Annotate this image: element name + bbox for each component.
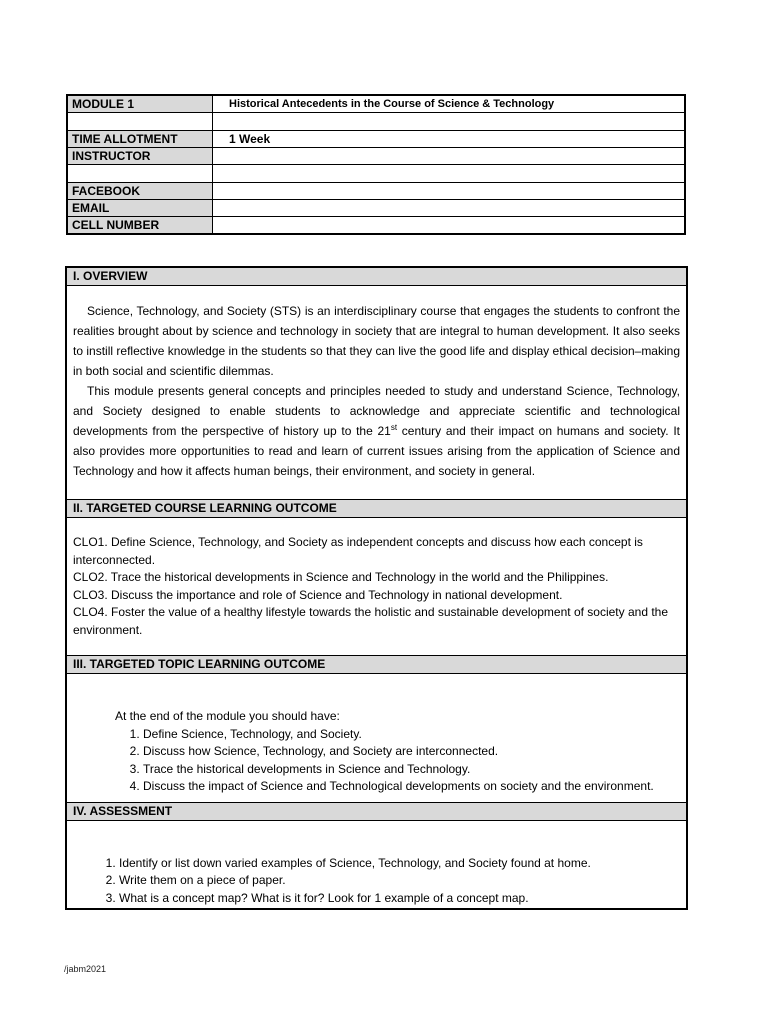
overview-heading: I. OVERVIEW [67, 268, 686, 286]
list-item: 1. Define Science, Technology, and Society. [143, 726, 680, 744]
spacer-row [67, 113, 685, 131]
clo-item: CLO4. Foster the value of a healthy lifestyle towards the holistic and sustainable development of society and the environment. [73, 605, 669, 637]
clo-item: CLO1. Define Science, Technology, and Society as independent concepts and discuss how each concept is interconnected. [73, 535, 643, 567]
spacer-row [67, 165, 685, 183]
superscript: st [390, 423, 398, 432]
instructor-row [67, 148, 685, 165]
course-outcome-body [67, 518, 686, 656]
list-item: 3. Trace the historical developments in Science and Technology. [143, 761, 680, 779]
assessment-heading: IV. ASSESSMENT [67, 803, 686, 821]
facebook-label: FACEBOOK [67, 183, 213, 200]
assessment-list [73, 855, 680, 908]
assessment-body [67, 821, 686, 909]
instructor-value [213, 148, 686, 165]
module-title: Historical Antecedents in the Course of Science & Technology [213, 95, 686, 113]
list-item: 3. What is a concept map? What is it for? Look for 1 example of a concept map. [119, 890, 680, 908]
cell-number-value [213, 217, 686, 235]
email-value [213, 200, 686, 217]
email-label: EMAIL [67, 200, 213, 217]
facebook-value [213, 183, 686, 200]
email-row [67, 200, 685, 217]
overview-p2-text-end: century and their impact on humans and society. It also provides more opportunities to read and learn of current issues arising from the application of Science and Technology and how it affects human beings, their environment, and society in general. [73, 424, 680, 478]
module-row [67, 95, 685, 113]
cell-row [67, 217, 685, 235]
list-item: 2. Discuss how Science, Technology, and Society are interconnected. [143, 743, 680, 761]
course-outcome-heading: II. TARGETED COURSE LEARNING OUTCOME [67, 500, 686, 518]
topic-outcome-intro: At the end of the module you should have: [115, 709, 340, 723]
module-content [65, 266, 688, 910]
overview-body [67, 286, 686, 500]
time-allotment-value: 1 Week [213, 131, 686, 148]
list-item: 1. Identify or list down varied examples of Science, Technology, and Society found at home. [119, 855, 680, 873]
overview-paragraph-1: Science, Technology, and Society (STS) is an interdisciplinary course that engages the students to confront the realities brought about by science and technology in society that are integral to human development. It also seeks to instill reflective knowledge in the students so that they can live the good life and display ethical decision–making in both social and scientific dilemmas. [73, 304, 680, 378]
list-item: 2. Write them on a piece of paper. [119, 872, 680, 890]
time-allotment-label: TIME ALLOTMENT [67, 131, 213, 148]
time-row [67, 131, 685, 148]
topic-outcome-heading: III. TARGETED TOPIC LEARNING OUTCOME [67, 656, 686, 674]
cell-number-label: CELL NUMBER [67, 217, 213, 235]
topic-outcome-body [67, 674, 686, 803]
overview-p2-text: This module presents general concepts and principles needed to study and understand Science, Technology, and Society designed to enable students to acknowledge and appreciate scientific and technological developments from the perspective of history up to the 21 [73, 384, 680, 438]
overview-paragraph-2 [73, 381, 680, 481]
module-info-table [66, 94, 686, 235]
topic-outcome-list [73, 726, 680, 796]
module-label: MODULE 1 [67, 95, 213, 113]
footer-code: /jabm2021 [64, 964, 107, 974]
clo-item: CLO3. Discuss the importance and role of Science and Technology in national development. [73, 587, 563, 602]
list-item: 4. Discuss the impact of Science and Technological developments on society and the environment. [143, 778, 680, 796]
instructor-label: INSTRUCTOR [67, 148, 213, 165]
facebook-row [67, 183, 685, 200]
clo-item: CLO2. Trace the historical developments in Science and Technology in the world and the Philippines. [73, 570, 609, 584]
